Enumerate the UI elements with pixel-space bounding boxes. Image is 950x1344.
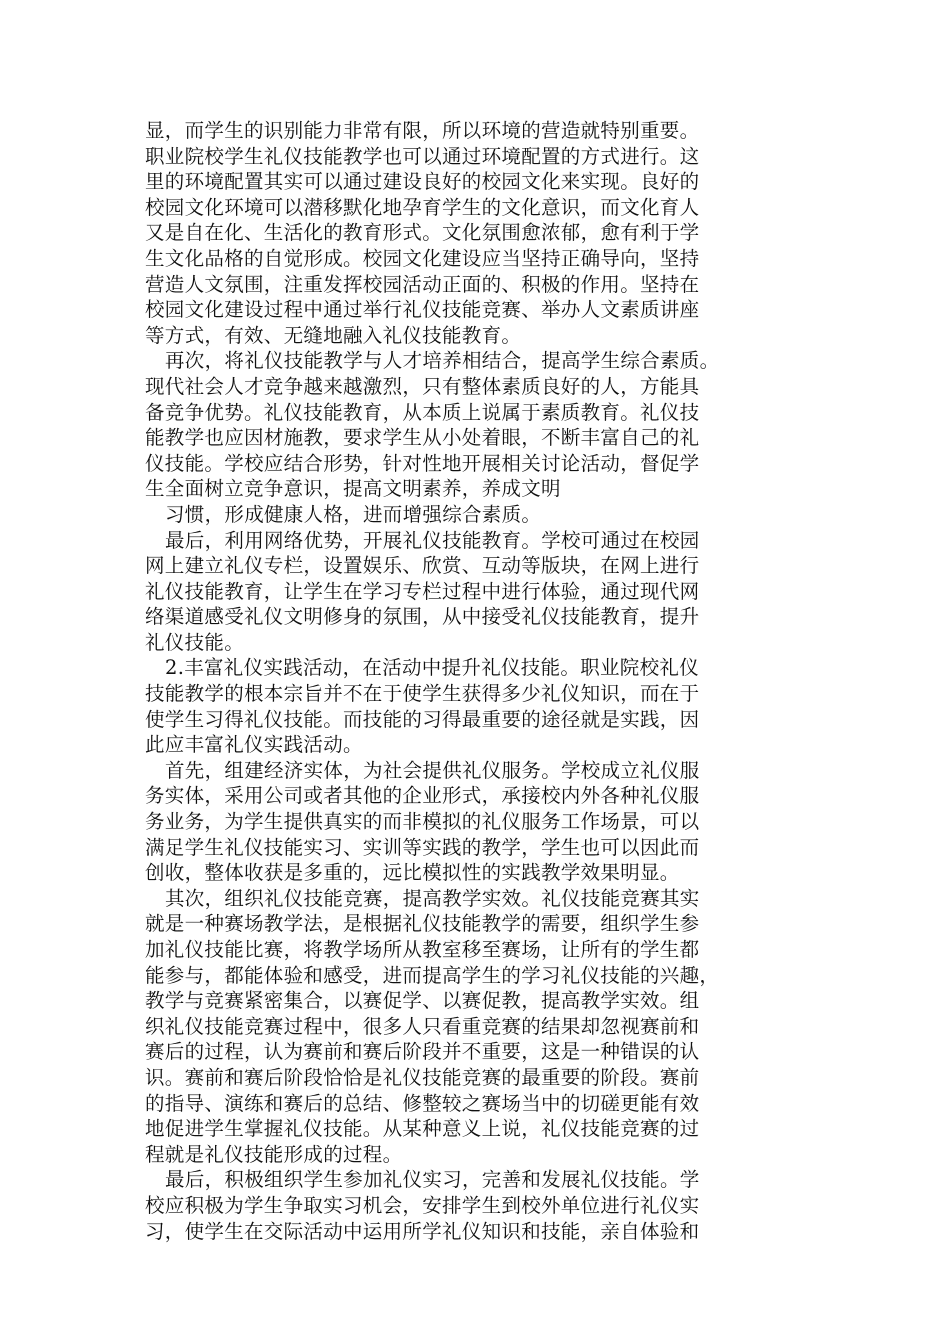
text-line: 务业务，为学生提供真实的而非模拟的礼仪服务工作场景，可以 [145, 810, 700, 834]
text-line: 生文化品格的自觉形成。校园文化建设应当坚持正确导向，坚持 [145, 246, 700, 270]
text-line: 校应积极为学生争取实习机会，安排学生到校外单位进行礼仪实 [145, 1193, 700, 1217]
text-line: 教学与竞赛紧密集合，以赛促学、以赛促教，提高教学实效。组 [145, 989, 700, 1013]
text-line: 地促进学生掌握礼仪技能。从某种意义上说，礼仪技能竞赛的过 [145, 1117, 700, 1141]
text-line: 2.丰富礼仪实践活动，在活动中提升礼仪技能。职业院校礼仪 [165, 656, 700, 680]
text-line: 使学生习得礼仪技能。而技能的习得最重要的途径就是实践，因 [145, 707, 700, 731]
text-line: 满足学生礼仪技能实习、实训等实践的教学，学生也可以因此而 [145, 835, 700, 859]
text-line: 加礼仪技能比赛，将教学场所从教室移至赛场，让所有的学生都 [145, 938, 700, 961]
text-line: 程就是礼仪技能形成的过程。 [145, 1142, 403, 1166]
text-line: 网上建立礼仪专栏，设置娱乐、欣赏、互动等版块，在网上进行 [145, 554, 700, 578]
text-line: 能教学也应因材施教，要求学生从小处着眼，不断丰富自己的礼 [145, 426, 700, 450]
text-line: 络渠道感受礼仪文明修身的氛围，从中接受礼仪技能教育，提升 [145, 605, 700, 629]
text-line: 其次，组织礼仪技能竞赛，提高教学实效。礼仪技能竞赛其实 [165, 886, 700, 910]
text-line: 首先，组建经济实体，为社会提供礼仪服务。学校成立礼仪服 [165, 758, 700, 782]
text-line: 习惯，形成健康人格，进而增强综合素质。 [165, 502, 542, 526]
text-line: 备竞争优势。礼仪技能教育，从本质上说属于素质教育。礼仪技 [145, 400, 700, 424]
text-line: 营造人文氛围，注重发挥校园活动正面的、积极的作用。坚持在 [145, 272, 700, 296]
text-line: 此应丰富礼仪实践活动。 [145, 733, 363, 757]
text-line: 校园文化环境可以潜移默化地孕育学生的文化意识，而文化育人 [145, 195, 700, 219]
text-line: 技能教学的根本宗旨并不在于使学生获得多少礼仪知识，而在于 [145, 682, 700, 706]
text-line: 务实体，采用公司或者其他的企业形式，承接校内外各种礼仪服 [145, 784, 700, 808]
text-line: 显，而学生的识别能力非常有限，所以环境的营造就特别重要。 [145, 119, 700, 142]
text-line: 创收，整体收获是多重的，远比模拟性的实践教学效果明显。 [145, 861, 680, 885]
text-line: 就是一种赛场教学法，是根据礼仪技能教学的需要，组织学生参 [145, 912, 700, 936]
text-line: 能参与，都能体验和感受，进而提高学生的学习礼仪技能的兴趣， [145, 963, 720, 987]
text-line: 生全面树立竞争意识，提高文明素养，养成文明 [145, 477, 561, 501]
text-line: 校园文化建设过程中通过举行礼仪技能竞赛、举办人文素质讲座 [145, 298, 700, 322]
text-line: 最后，利用网络优势，开展礼仪技能教育。学校可通过在校园 [165, 528, 700, 552]
text-line: 识。赛前和赛后阶段恰恰是礼仪技能竞赛的最重要的阶段。赛前 [145, 1065, 700, 1089]
text-line: 最后，积极组织学生参加礼仪实习，完善和发展礼仪技能。学 [165, 1168, 700, 1192]
body-text [145, 118, 785, 1244]
text-line: 的指导、演练和赛后的总结、修整较之赛场当中的切磋更能有效 [145, 1091, 700, 1115]
text-line: 礼仪技能。 [145, 630, 245, 654]
text-line: 里的环境配置其实可以通过建设良好的校园文化来实现。良好的 [145, 170, 700, 194]
text-line: 仪技能。学校应结合形势，针对性地开展相关讨论活动，督促学 [145, 451, 700, 475]
text-line: 又是自在化、生活化的教育形式。文化氛围愈浓郁，愈有利于学 [145, 221, 700, 245]
text-line: 等方式，有效、无缝地融入礼仪技能教育。 [145, 323, 522, 347]
text-line: 现代社会人才竞争越来越激烈，只有整体素质良好的人，方能具 [145, 374, 700, 398]
text-line: 织礼仪技能竞赛过程中，很多人只看重竞赛的结果却忽视赛前和 [145, 1014, 700, 1038]
text-line: 礼仪技能教育，让学生在学习专栏过程中进行体验，通过现代网 [145, 579, 700, 603]
text-line: 职业院校学生礼仪技能教学也可以通过环境配置的方式进行。这 [145, 144, 700, 168]
text-line: 习，使学生在交际活动中运用所学礼仪知识和技能，亲自体验和 [145, 1219, 700, 1243]
text-line: 再次，将礼仪技能教学与人才培养相结合，提高学生综合素质。 [165, 349, 720, 373]
text-line: 赛后的过程，认为赛前和赛后阶段并不重要，这是一种错误的认 [145, 1040, 700, 1064]
